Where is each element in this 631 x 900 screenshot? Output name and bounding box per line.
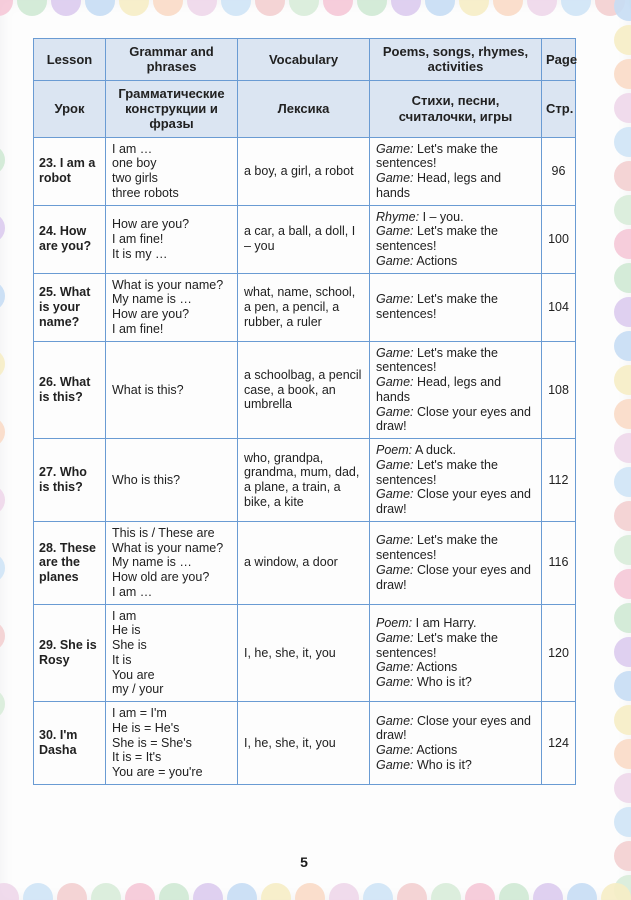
table-row xyxy=(34,439,576,522)
decorative-dot xyxy=(567,883,597,900)
decorative-dot xyxy=(459,0,489,16)
decorative-dot xyxy=(227,883,257,900)
activity-text: Let's make the sentences! xyxy=(376,292,498,322)
activity-type-label: Game: xyxy=(376,253,414,268)
activity-line xyxy=(376,563,535,593)
decorative-dot xyxy=(614,93,631,123)
activity-type-label: Rhyme: xyxy=(376,209,420,224)
activity-text: I am Harry. xyxy=(415,616,477,631)
decorative-dot xyxy=(614,535,631,565)
grammar-line: I am … xyxy=(112,141,153,156)
page-number-cell: 120 xyxy=(542,604,576,702)
decorative-dot xyxy=(614,229,631,259)
decorative-dot xyxy=(614,637,631,667)
activity-line xyxy=(376,292,535,322)
lesson-cell: 25. What is your name? xyxy=(34,273,106,341)
grammar-line: I am … xyxy=(112,584,153,599)
table-row xyxy=(34,205,576,273)
decorative-dot xyxy=(614,297,631,327)
decorative-dot xyxy=(391,0,421,16)
decorative-dot xyxy=(614,603,631,633)
activities-cell xyxy=(370,604,542,702)
decorative-dot xyxy=(614,127,631,157)
activity-text: Let's make the sentences! xyxy=(376,533,498,563)
decorative-dot xyxy=(614,467,631,497)
decorative-dot xyxy=(614,0,631,21)
activity-text: Let's make the sentences! xyxy=(376,224,498,254)
grammar-cell xyxy=(106,137,238,205)
decorative-dot xyxy=(23,883,53,900)
grammar-line: two girls xyxy=(112,171,158,186)
page-number-cell: 116 xyxy=(542,521,576,604)
activity-type-label: Game: xyxy=(376,457,414,472)
contents-table xyxy=(33,38,576,785)
table-row xyxy=(34,702,576,785)
vocabulary-cell: a schoolbag, a pencil case, a book, an umbrella xyxy=(238,341,370,439)
activities-cell xyxy=(370,205,542,273)
decorative-dot xyxy=(0,213,5,243)
vocabulary-cell: I, he, she, it, you xyxy=(238,604,370,702)
grammar-cell xyxy=(106,702,238,785)
lesson-cell: 29. She is Rosy xyxy=(34,604,106,702)
decorative-dot xyxy=(255,0,285,16)
decorative-dot xyxy=(193,883,223,900)
table-row xyxy=(34,521,576,604)
decorative-dot xyxy=(614,705,631,735)
decorative-dot xyxy=(357,0,387,16)
decorative-dot xyxy=(499,883,529,900)
lesson-cell: 24. How are you? xyxy=(34,205,106,273)
activity-type-label: Game: xyxy=(376,757,414,772)
grammar-line: I am = I'm xyxy=(112,706,167,721)
decorative-dot xyxy=(125,883,155,900)
col-header-lesson-ru: Урок xyxy=(34,80,106,137)
activity-line xyxy=(376,487,535,517)
page-number-cell: 104 xyxy=(542,273,576,341)
decorative-dot xyxy=(85,0,115,16)
decorative-dot xyxy=(0,485,5,515)
table-row xyxy=(34,137,576,205)
vocabulary-cell: a window, a door xyxy=(238,521,370,604)
lesson-cell: 23. I am a robot xyxy=(34,137,106,205)
grammar-line: It is my … xyxy=(112,246,168,261)
col-header-page-ru: Стр. xyxy=(542,80,576,137)
decorative-dot xyxy=(91,883,121,900)
activity-line xyxy=(376,346,535,376)
decorative-dot xyxy=(57,883,87,900)
activity-type-label: Game: xyxy=(376,375,414,390)
vocabulary-cell: I, he, she, it, you xyxy=(238,702,370,785)
activity-type-label: Game: xyxy=(376,713,414,728)
grammar-cell xyxy=(106,205,238,273)
grammar-cell xyxy=(106,273,238,341)
decorative-dot xyxy=(221,0,251,16)
grammar-line: My name is … xyxy=(112,555,192,570)
activity-type-label: Game: xyxy=(376,141,414,156)
activity-type-label: Poem: xyxy=(376,616,413,631)
activity-text: Let's make the sentences! xyxy=(376,630,498,660)
grammar-cell xyxy=(106,604,238,702)
grammar-line: You are xyxy=(112,667,155,682)
activity-text: Close your eyes and draw! xyxy=(376,487,531,517)
activity-line xyxy=(376,714,535,744)
decorative-dot xyxy=(614,841,631,871)
grammar-line: I am fine! xyxy=(112,231,164,246)
activity-line xyxy=(376,660,535,675)
grammar-line: three robots xyxy=(112,185,179,200)
table-row xyxy=(34,341,576,439)
decorative-dot xyxy=(614,501,631,531)
grammar-line: What is this? xyxy=(112,382,184,397)
vocabulary-cell: a car, a ball, a doll, I – you xyxy=(238,205,370,273)
activities-cell xyxy=(370,439,542,522)
decorative-dot xyxy=(614,739,631,769)
decorative-dot xyxy=(465,883,495,900)
grammar-line: How are you? xyxy=(112,217,190,232)
activity-text: Actions xyxy=(416,253,458,268)
vocabulary-cell: what, name, school, a pen, a pencil, a rubber, a ruler xyxy=(238,273,370,341)
activity-type-label: Poem: xyxy=(376,443,413,458)
grammar-line: This is / These are xyxy=(112,525,215,540)
decorative-dot xyxy=(0,145,5,175)
grammar-line: My name is … xyxy=(112,292,192,307)
decorative-dot xyxy=(0,883,19,900)
activity-text: Let's make the sentences! xyxy=(376,141,498,171)
page-number-cell: 96 xyxy=(542,137,576,205)
decorative-dot xyxy=(614,807,631,837)
grammar-line: What is your name? xyxy=(112,277,224,292)
table-row xyxy=(34,273,576,341)
decorative-dot xyxy=(363,883,393,900)
decorative-dot xyxy=(614,569,631,599)
decorative-dot xyxy=(614,399,631,429)
grammar-line: I am fine! xyxy=(112,321,164,336)
col-header-poems-ru: Стихи, песни, считалочки, игры xyxy=(370,80,542,137)
decorative-dot xyxy=(397,883,427,900)
activity-line xyxy=(376,375,535,405)
grammar-line: She is = She's xyxy=(112,735,192,750)
activity-text: A duck. xyxy=(414,443,456,458)
col-header-grammar-en: Grammar and phrases xyxy=(106,39,238,81)
activity-type-label: Game: xyxy=(376,487,414,502)
grammar-line: It is xyxy=(112,652,132,667)
decorative-dot xyxy=(425,0,455,16)
decorative-dot xyxy=(0,417,5,447)
decorative-dot xyxy=(51,0,81,16)
decorative-dot xyxy=(614,365,631,395)
activity-type-label: Game: xyxy=(376,533,414,548)
table-header-english xyxy=(34,39,576,81)
activity-type-label: Game: xyxy=(376,675,414,690)
decorative-dot xyxy=(527,0,557,16)
activity-line xyxy=(376,675,535,690)
decorative-dot xyxy=(153,0,183,16)
table-row xyxy=(34,604,576,702)
decorative-dot xyxy=(614,195,631,225)
activity-text: Let's make the sentences! xyxy=(376,345,498,375)
decorative-dot xyxy=(159,883,189,900)
activity-line xyxy=(376,142,535,172)
vocabulary-cell: a boy, a girl, a robot xyxy=(238,137,370,205)
activity-line xyxy=(376,443,535,458)
decorative-dot xyxy=(0,0,13,16)
decorative-dot xyxy=(614,671,631,701)
activity-type-label: Game: xyxy=(376,171,414,186)
activities-cell xyxy=(370,702,542,785)
decorative-dot xyxy=(614,263,631,293)
activity-line xyxy=(376,533,535,563)
lesson-cell: 26. What is this? xyxy=(34,341,106,439)
grammar-line: my / your xyxy=(112,682,164,697)
activity-type-label: Game: xyxy=(376,660,414,675)
decorative-dot xyxy=(431,883,461,900)
decorative-dot xyxy=(261,883,291,900)
page-number-cell: 124 xyxy=(542,702,576,785)
decorative-dot xyxy=(614,161,631,191)
activity-line xyxy=(376,743,535,758)
activity-text: Head, legs and hands xyxy=(376,171,502,200)
decorative-dot xyxy=(614,875,631,900)
activity-line xyxy=(376,631,535,661)
col-header-vocabulary-ru: Лексика xyxy=(238,80,370,137)
activity-text: Let's make the sentences! xyxy=(376,457,498,487)
decorative-dot xyxy=(614,25,631,55)
decorative-dot xyxy=(0,349,5,379)
lesson-cell: 28. These are the planes xyxy=(34,521,106,604)
activities-cell xyxy=(370,341,542,439)
activity-type-label: Game: xyxy=(376,345,414,360)
activity-type-label: Game: xyxy=(376,743,414,758)
decorative-dot xyxy=(533,883,563,900)
decorative-dot xyxy=(0,553,5,583)
decorative-dot xyxy=(614,773,631,803)
decorative-dot xyxy=(0,621,5,651)
lesson-cell: 30. I'm Dasha xyxy=(34,702,106,785)
decorative-dot xyxy=(0,689,5,719)
col-header-grammar-ru: Грамматические конструкции и фразы xyxy=(106,80,238,137)
grammar-line: He is xyxy=(112,623,141,638)
decorative-dot xyxy=(614,59,631,89)
decorative-dot xyxy=(561,0,591,16)
activity-text: I – you. xyxy=(422,209,464,224)
decorative-dot xyxy=(614,331,631,361)
grammar-cell xyxy=(106,439,238,522)
activity-line xyxy=(376,616,535,631)
activity-type-label: Game: xyxy=(376,630,414,645)
activity-text: Actions xyxy=(416,660,458,675)
activity-text: Head, legs and hands xyxy=(376,375,502,404)
page-number-cell: 100 xyxy=(542,205,576,273)
activity-line xyxy=(376,758,535,773)
decorative-dot xyxy=(614,433,631,463)
decorative-dot xyxy=(329,883,359,900)
decorative-dot xyxy=(601,883,631,900)
decorative-dot xyxy=(295,883,325,900)
grammar-line: I am xyxy=(112,608,137,623)
grammar-line: You are = you're xyxy=(112,765,203,780)
activity-line xyxy=(376,458,535,488)
decorative-dot xyxy=(595,0,625,16)
col-header-poems-en: Poems, songs, rhymes, activities xyxy=(370,39,542,81)
activities-cell xyxy=(370,273,542,341)
activity-line xyxy=(376,210,535,225)
activity-text: Close your eyes and draw! xyxy=(376,562,531,592)
grammar-cell xyxy=(106,341,238,439)
activity-text: Close your eyes and draw! xyxy=(376,404,531,434)
lesson-cell: 27. Who is this? xyxy=(34,439,106,522)
activity-line xyxy=(376,224,535,254)
decorative-dot xyxy=(187,0,217,16)
activity-text: Who is it? xyxy=(417,757,472,772)
page-number-cell: 112 xyxy=(542,439,576,522)
activity-text: Close your eyes and draw! xyxy=(376,713,531,743)
grammar-line: Who is this? xyxy=(112,472,181,487)
decorative-dot xyxy=(493,0,523,16)
activity-type-label: Game: xyxy=(376,224,414,239)
activity-text: Who is it? xyxy=(417,675,472,690)
activity-type-label: Game: xyxy=(376,562,414,577)
activity-line xyxy=(376,254,535,269)
grammar-line: She is xyxy=(112,638,147,653)
table-header-russian xyxy=(34,80,576,137)
grammar-line: It is = It's xyxy=(112,750,162,765)
grammar-line: What is your name? xyxy=(112,540,224,555)
activities-cell xyxy=(370,137,542,205)
activity-text: Actions xyxy=(416,743,458,758)
decorative-dot xyxy=(17,0,47,16)
grammar-line: How old are you? xyxy=(112,570,210,585)
grammar-line: How are you? xyxy=(112,307,190,322)
activity-type-label: Game: xyxy=(376,404,414,419)
decorative-dot xyxy=(119,0,149,16)
col-header-lesson-en: Lesson xyxy=(34,39,106,81)
decorative-dot xyxy=(323,0,353,16)
page-number: 5 xyxy=(300,854,308,870)
activity-line xyxy=(376,405,535,435)
col-header-vocabulary-en: Vocabulary xyxy=(238,39,370,81)
vocabulary-cell: who, grandpa, grandma, mum, dad, a plane, a train, a bike, a kite xyxy=(238,439,370,522)
col-header-page-en: Page xyxy=(542,39,576,81)
grammar-cell xyxy=(106,521,238,604)
decorative-dot xyxy=(289,0,319,16)
activity-type-label: Game: xyxy=(376,292,414,307)
page-number-cell: 108 xyxy=(542,341,576,439)
decorative-dot xyxy=(0,281,5,311)
activity-line xyxy=(376,171,535,201)
activities-cell xyxy=(370,521,542,604)
grammar-line: one boy xyxy=(112,156,157,171)
grammar-line: He is = He's xyxy=(112,720,180,735)
